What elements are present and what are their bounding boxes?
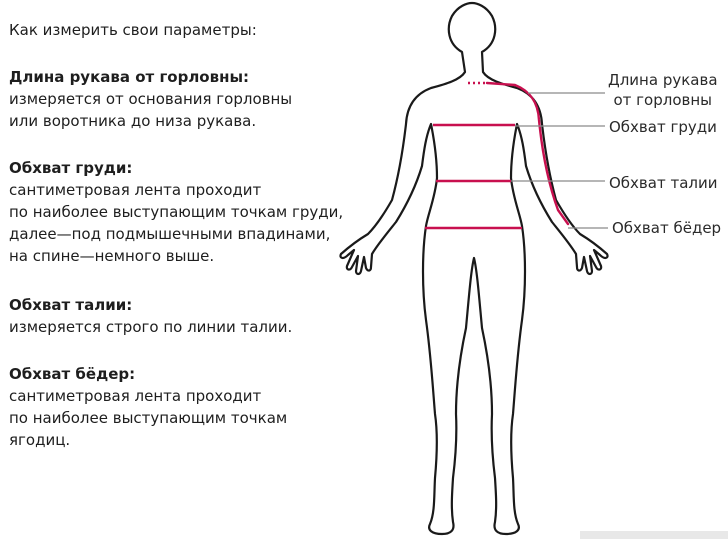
section-title: Длина рукава от горловны: xyxy=(9,68,250,86)
section-title: Обхват талии: xyxy=(9,296,133,314)
corner-strip xyxy=(580,531,728,539)
page-title: Как измерить свои параметры: xyxy=(9,21,257,39)
section-title: Обхват груди: xyxy=(9,159,133,177)
section-text: сантиметровая лента проходит по наиболее выступающим точкам ягодиц. xyxy=(9,387,288,449)
sleeve-measure-line xyxy=(487,83,568,224)
section-text: сантиметровая лента проходит по наиболее выступающим точкам груди, далее—под подмышечными впадинами, на спине—немного выше. xyxy=(9,181,344,265)
callout-sleeve-length: Длина рукава от горловны xyxy=(608,71,718,109)
section-text: измеряется строго по линии талии. xyxy=(9,318,293,336)
section-title: Обхват бёдер: xyxy=(9,365,136,383)
callout-waist: Обхват талии xyxy=(609,174,718,192)
section-text: измеряется от основания горловны или воротника до низа рукава. xyxy=(9,90,293,130)
callout-chest: Обхват груди xyxy=(609,118,717,136)
callout-hips: Обхват бёдер xyxy=(612,219,722,237)
